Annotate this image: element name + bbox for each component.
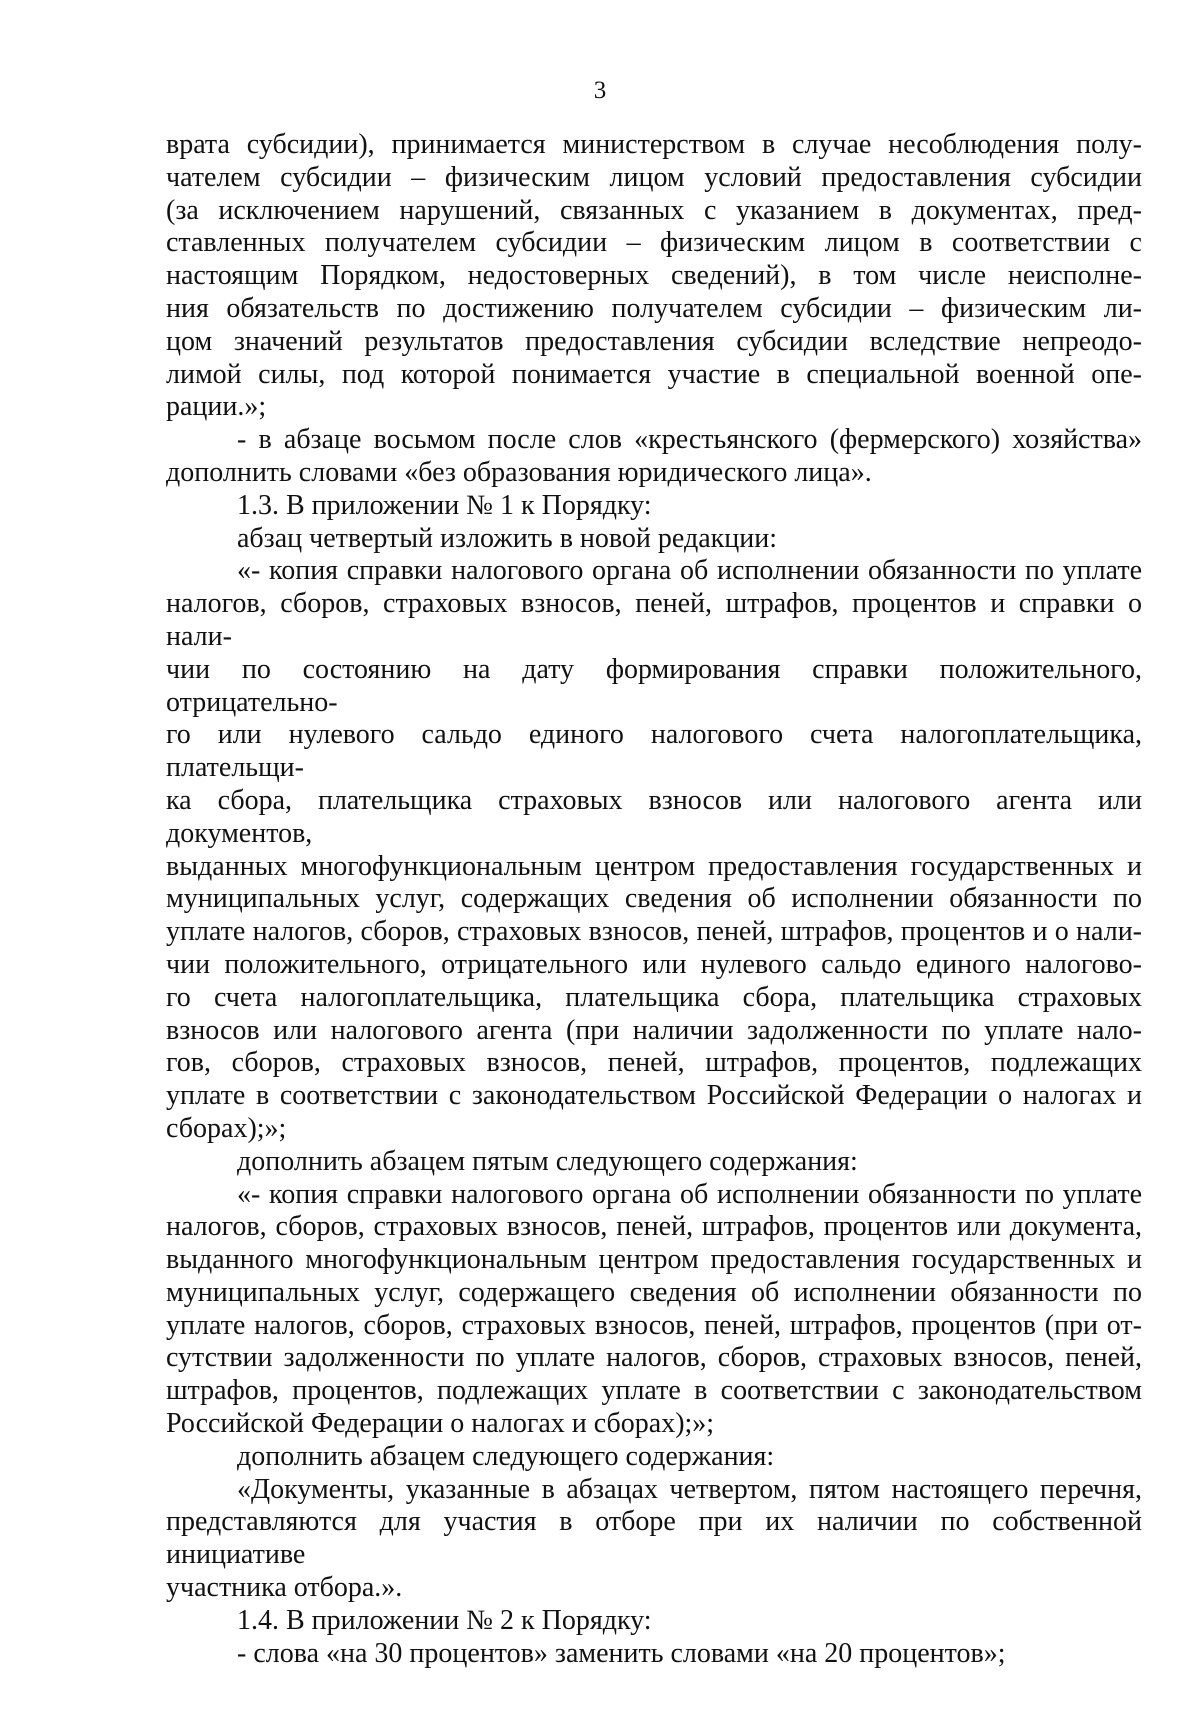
paragraph bbox=[166, 1474, 1142, 1605]
text-line: чателем субсидии – физическим лицом условий предоставления субсидии bbox=[166, 161, 1142, 193]
text-line: чии положительного, отрицательного или нулевого сальдо единого налогово- bbox=[166, 948, 1142, 980]
text-line: ния обязательств по достижению получателем субсидии – физическим ли- bbox=[166, 292, 1142, 324]
text-line: лимой силы, под которой понимается участие в специальной военной опе- bbox=[166, 358, 1142, 390]
paragraph bbox=[166, 555, 1142, 1145]
text-line: - в абзаце восьмом после слов «крестьянского (фермерского) хозяйства» bbox=[237, 424, 1142, 456]
text-line: представляются для участия в отборе при их наличии по собственной инициативе bbox=[166, 1506, 1142, 1571]
text-line: «Документы, указанные в абзацах четвертом, пятом настоящего перечня, bbox=[237, 1473, 1142, 1505]
text-line: 1.4. В приложении № 2 к Порядку: bbox=[237, 1604, 652, 1636]
document-body bbox=[166, 129, 1142, 1670]
paragraph bbox=[166, 1638, 1142, 1671]
text-line: уплате в соответствии с законодательством Российской Федерации о налогах и bbox=[166, 1080, 1142, 1112]
text-line: цом значений результатов предоставления субсидии вследствие непреодо- bbox=[166, 325, 1142, 357]
text-line: - слова «на 30 процентов» заменить словами «на 20 процентов»; bbox=[237, 1637, 1006, 1669]
text-line: муниципальных услуг, содержащих сведения об исполнении обязанности по bbox=[166, 883, 1142, 915]
text-line: го счета налогоплательщика, плательщика сбора, плательщика страховых bbox=[166, 981, 1142, 1013]
text-line: абзац четвертый изложить в новой редакции: bbox=[237, 522, 777, 554]
text-line: настоящим Порядком, недостоверных сведений), в том числе неисполне- bbox=[166, 260, 1142, 292]
text-line: «- копия справки налогового органа об исполнении обязанности по уплате bbox=[237, 1178, 1142, 1210]
text-line: «- копия справки налогового органа об исполнении обязанности по уплате bbox=[237, 555, 1142, 587]
text-line: гов, сборов, страховых взносов, пеней, штрафов, процентов, подлежащих bbox=[166, 1047, 1142, 1079]
text-line: участника отбора.». bbox=[166, 1572, 403, 1604]
text-line: уплате налогов, сборов, страховых взносов, пеней, штрафов, процентов (при от- bbox=[166, 1309, 1142, 1341]
text-line: ка сбора, плательщика страховых взносов или налогового агента или документов, bbox=[166, 784, 1142, 849]
text-line: муниципальных услуг, содержащего сведения об исполнении обязанности по bbox=[166, 1276, 1142, 1308]
text-line: (за исключением нарушений, связанных с указанием в документах, пред- bbox=[166, 194, 1142, 226]
text-line: выданных многофункциональным центром предоставления государственных и bbox=[166, 850, 1142, 882]
text-line: дополнить абзацем следующего содержания: bbox=[237, 1440, 775, 1472]
text-line: сутствии задолженности по уплате налогов, сборов, страховых взносов, пеней, bbox=[166, 1342, 1142, 1374]
text-line: штрафов, процентов, подлежащих уплате в соответствии с законодательством bbox=[166, 1375, 1142, 1407]
paragraph bbox=[166, 1179, 1142, 1441]
paragraph bbox=[166, 523, 1142, 556]
text-line: уплате налогов, сборов, страховых взносов, пеней, штрафов, процентов и о нали- bbox=[166, 916, 1142, 948]
text-line: врата субсидии), принимается министерством в случае несоблюдения полу- bbox=[166, 129, 1142, 160]
text-line: ставленных получателем субсидии – физическим лицом в соответствии с bbox=[166, 227, 1142, 259]
text-line: налогов, сборов, страховых взносов, пеней, штрафов, процентов и справки о нали- bbox=[166, 588, 1142, 652]
paragraph bbox=[166, 1605, 1142, 1638]
paragraph bbox=[166, 490, 1142, 523]
paragraph bbox=[166, 129, 1142, 424]
text-line: выданного многофункциональным центром предоставления государственных и bbox=[166, 1244, 1142, 1276]
paragraph bbox=[166, 1146, 1142, 1179]
text-line: 1.3. В приложении № 1 к Порядку: bbox=[237, 489, 652, 521]
text-line: го или нулевого сальдо единого налогового счета налогоплательщика, плательщи- bbox=[166, 719, 1142, 784]
text-line: взносов или налогового агента (при наличии задолженности по уплате нало- bbox=[166, 1014, 1142, 1046]
text-line: дополнить словами «без образования юридического лица». bbox=[166, 456, 872, 488]
text-line: чии по состоянию на дату формирования справки положительного, отрицательно- bbox=[166, 653, 1142, 718]
text-line: налогов, сборов, страховых взносов, пеней, штрафов, процентов или документа, bbox=[166, 1211, 1142, 1243]
text-line: дополнить абзацем пятым следующего содержания: bbox=[237, 1145, 858, 1177]
text-line: сборах);»; bbox=[166, 1112, 287, 1144]
paragraph bbox=[166, 1441, 1142, 1474]
text-line: рации.»; bbox=[166, 391, 267, 423]
paragraph bbox=[166, 424, 1142, 490]
page-number: 3 bbox=[593, 77, 607, 104]
text-line: Российской Федерации о налогах и сборах);»; bbox=[166, 1408, 715, 1440]
